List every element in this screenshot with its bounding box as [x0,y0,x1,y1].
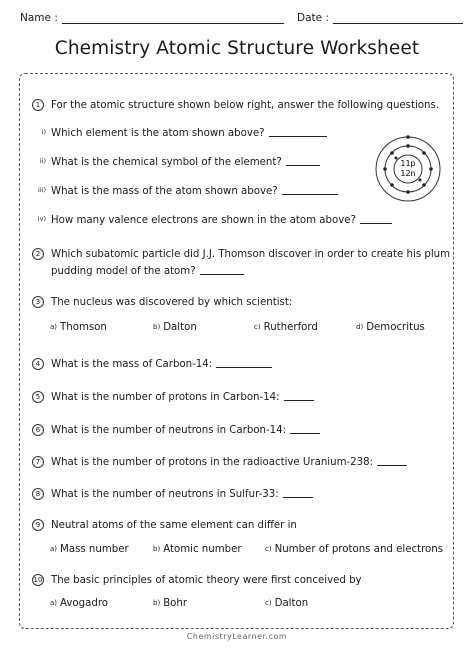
option-3b[interactable] [153,322,197,333]
answer-blank[interactable] [290,423,320,434]
question-number: 6 [32,424,44,436]
question-number: 5 [32,391,44,403]
date-label: Date : [297,12,329,24]
name-field[interactable] [20,12,284,24]
question-number: 4 [32,358,44,370]
question-text-wrap [51,389,314,406]
option-3a[interactable] [50,322,107,333]
answer-blank[interactable] [200,264,244,275]
subquestion-1-iv [32,213,392,226]
option-text: Number of protons and electrons [274,544,444,555]
option-letter: c) [265,545,272,553]
electron-dot [406,190,410,194]
worksheet-title: Chemistry Atomic Structure Worksheet [54,38,420,59]
question-text: Neutral atoms of the same element can differ in [51,520,297,531]
question-text: What is the mass of Carbon-14: [51,359,213,370]
subquestion-numeral: i) [41,128,46,136]
question-text-wrap [51,356,272,373]
subquestion-numeral: iii) [38,186,46,194]
option-9b[interactable] [153,544,242,555]
option-10c[interactable] [265,598,308,609]
question-text-line2-wrap [51,263,244,280]
option-10b[interactable] [153,598,187,609]
answer-blank[interactable] [283,487,313,498]
option-text: Rutherford [263,322,318,333]
subquestion-1-iii [32,184,338,197]
electron-dot [422,151,426,155]
question-text-wrap [51,422,320,439]
date-field[interactable] [297,12,463,24]
option-letter: d) [356,323,364,331]
question-text: The nucleus was discovered by which scientist: [51,297,293,308]
subquestion-numeral: iv) [37,215,46,223]
question-text-wrap [51,486,313,503]
neutrons-label: 12n [400,169,416,178]
option-9a[interactable] [50,544,129,555]
question-number: 2 [32,248,44,260]
option-letter: c) [254,323,261,331]
question-number: 10 [33,576,43,584]
subquestion-text: Which element is the atom shown above? [51,128,265,139]
option-3c[interactable] [254,322,318,333]
name-blank[interactable] [62,13,284,24]
option-text: Democritus [366,322,425,333]
question-number: 1 [32,99,44,111]
option-letter: b) [153,323,161,331]
subquestion-text: How many valence electrons are shown in the atom above? [51,215,356,226]
option-letter: a) [50,323,58,331]
question-number: 3 [32,296,44,308]
question-text: For the atomic structure shown below right, answer the following questions. [51,100,440,111]
subquestion-text: What is the mass of the atom shown above? [51,186,278,197]
electron-dot [390,151,394,155]
option-text: Thomson [60,322,107,333]
answer-blank[interactable] [282,184,338,195]
option-letter: a) [50,545,58,553]
question-number: 7 [32,456,44,468]
option-text: Mass number [60,544,129,555]
electron-dot [406,144,410,148]
option-text: Dalton [163,322,197,333]
electron-dot [406,135,410,139]
option-text: Dalton [274,598,309,609]
name-label: Name : [20,12,58,24]
sodium-atom-diagram [373,134,443,204]
option-10a[interactable] [50,598,108,609]
option-text: Bohr [163,598,188,609]
date-blank[interactable] [333,13,463,24]
question-text: What is the number of protons in Carbon-14: [51,392,280,403]
option-3d[interactable] [356,322,425,333]
option-letter: b) [153,599,161,607]
electron-dot [395,157,398,160]
option-letter: a) [50,599,58,607]
option-text: Atomic number [163,544,242,555]
question-text-wrap [51,454,407,471]
question-text: What is the number of protons in the radioactive Uranium-238: [51,457,374,468]
protons-label: 11p [400,159,416,168]
option-text: Avogadro [60,598,109,609]
subquestion-numeral: ii) [39,157,46,165]
option-letter: c) [265,599,272,607]
electron-dot [422,183,426,187]
answer-blank[interactable] [377,455,407,466]
answer-blank[interactable] [284,390,314,401]
question-text-line1: Which subatomic particle did J.J. Thomson discover in order to create his plum [51,249,451,260]
question-number: 8 [32,488,44,500]
subquestion-1-ii [32,155,320,168]
answer-blank[interactable] [360,213,392,224]
answer-blank[interactable] [269,126,327,137]
electron-dot [419,179,422,182]
option-letter: b) [153,545,161,553]
footer-credit: ChemistryLearner.com [186,632,288,641]
subquestion-text: What is the chemical symbol of the element? [51,157,282,168]
answer-blank[interactable] [216,357,272,368]
electron-dot [429,167,433,171]
question-text-line2: pudding model of the atom? [51,266,196,277]
electron-dot [390,183,394,187]
subquestion-1-i [32,126,327,139]
question-text: What is the number of neutrons in Carbon-14: [51,425,287,436]
question-text: What is the number of neutrons in Sulfur-33: [51,489,279,500]
question-text: The basic principles of atomic theory were first conceived by [51,575,362,586]
option-9c[interactable] [265,544,443,555]
electron-dot [383,167,387,171]
question-number: 9 [32,519,44,531]
answer-blank[interactable] [286,155,320,166]
